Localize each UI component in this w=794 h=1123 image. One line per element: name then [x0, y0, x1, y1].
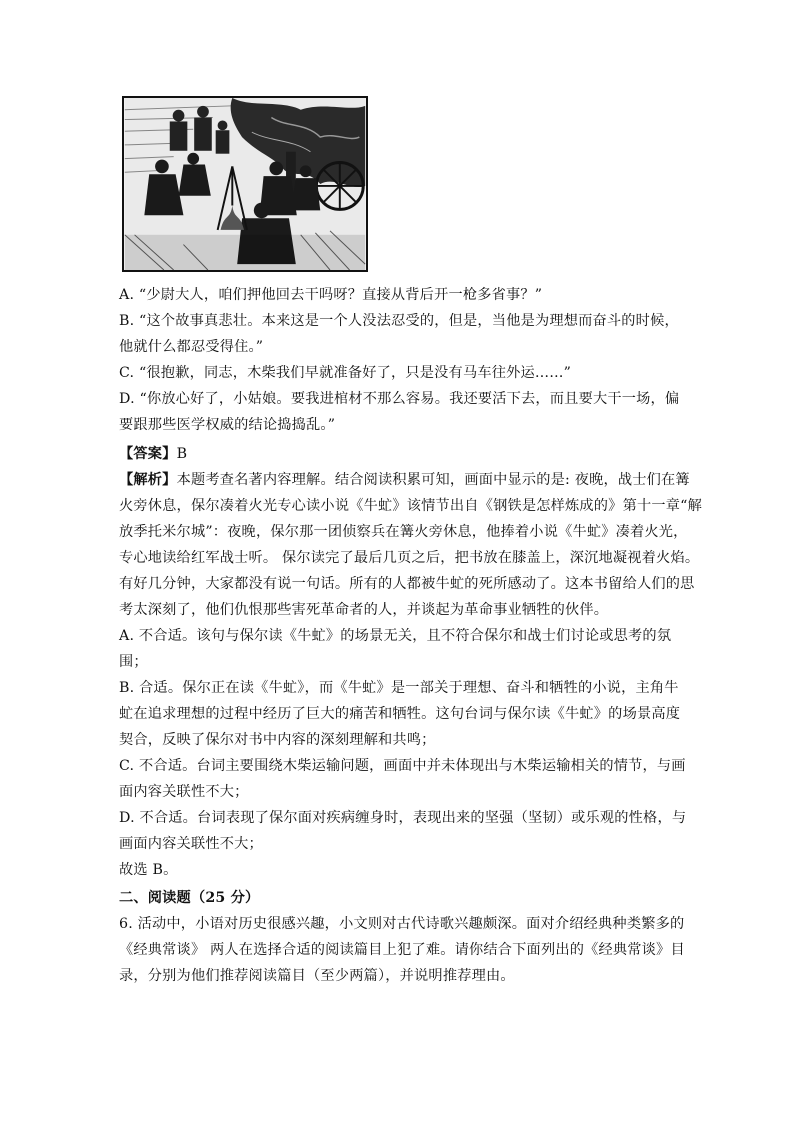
analysis-label: 【解析】 [119, 472, 177, 488]
question-line: 6. 活动中，小语对历史很感兴趣，小文则对古代诗歌兴趣颇深。面对介绍经典种类繁多的 [119, 916, 685, 932]
analysis-line: B. 合适。保尔正在读《牛虻》，而《牛虻》是一部关于理想、奋斗和牺牲的小说，主角牛 [119, 680, 679, 696]
option-b-line-1: B. “这个故事真悲壮。本来这是一个人没法忍受的，但是，当他是为理想而奋斗的时候， [119, 313, 679, 329]
option-b-line-2: 他就什么都忍受得住。” [119, 339, 264, 355]
answer-label: 【答案】 [119, 446, 177, 462]
option-a-line-1: A. “少尉大人，咱们押他回去干吗呀？直接从背后开一枪多省事？” [119, 287, 543, 303]
answer-value: B [176, 446, 188, 462]
analysis-line: 专心地读给红军战士听。 保尔读完了最后几页之后，把书放在膝盖上，深沉地凝视着火焰。 [119, 550, 700, 566]
question-line: 《经典常谈》 两人在选择合适的阅读篇目上犯了难。请你结合下面列出的《经典常谈》目 [119, 942, 685, 958]
analysis-line: 火旁休息，保尔凑着火光专心读小说《牛虻》该情节出自《钢铁是怎样炼成的》第十一章“解 [119, 498, 702, 514]
answer-line [119, 441, 679, 467]
analysis-line: 画面内容关联性不大； [119, 836, 263, 852]
analysis-line: 契合，反映了保尔对书中内容的深刻理解和共鸣； [119, 732, 436, 748]
analysis-line: 考太深刻了，他们仇恨那些害死革命者的人，并谈起为革命事业牺牲的伙伴。 [119, 602, 609, 618]
question-line: 录，分别为他们推荐阅读篇目（至少两篇），并说明推荐理由。 [119, 968, 515, 984]
analysis-line: A. 不合适。该句与保尔读《牛虻》的场景无关，且不符合保尔和战士们讨论或思考的氛 [119, 628, 672, 644]
analysis-line: 有好几分钟，大家都没有说一句话。所有的人都被牛虻的死所感动了。这本书留给人们的思 [119, 576, 695, 592]
analysis-text: 本题考查名著内容理解。结合阅读积累可知，画面中显示的是: 夜晚，战士们在篝 [176, 472, 690, 488]
answer-options [119, 282, 679, 438]
option-d-line-1: D. “你放心好了，小姑娘。要我进棺材不那么容易。我还要活下去，而且要大干一场，偏 [119, 391, 680, 407]
option-c-line-1: C. “很抱歉，同志，木柴我们早就准备好了，只是没有马车往外运……” [119, 365, 572, 381]
analysis-line: D. 不合适。台词表现了保尔面对疾病缠身时，表现出来的坚强（坚韧）或乐观的性格，与 [119, 810, 687, 826]
analysis-line: 面内容关联性不大； [119, 784, 249, 800]
campfire-scene-icon [124, 98, 366, 270]
document-page [119, 96, 702, 989]
section-title: 二、阅读题（25 分） [119, 890, 260, 906]
analysis-line [119, 467, 690, 493]
analysis-line: C. 不合适。台词主要围绕木柴运输问题，画面中并未体现出与木柴运输相关的情节，与画 [119, 758, 686, 774]
analysis-line: 故选 B。 [119, 862, 178, 878]
analysis-line: 围； [119, 654, 148, 670]
analysis-line: 放季托米尔城”：夜晚，保尔那一团侦察兵在篝火旁休息，他捧着小说《牛虻》凑着火光， [119, 524, 688, 540]
campfire-illustration [122, 96, 368, 272]
analysis-line: 虻在追求理想的过程中经历了巨大的痛苦和牺牲。这句台词与保尔读《牛虻》的场景高度 [119, 706, 681, 722]
analysis-block [119, 467, 702, 883]
option-d-line-2: 要跟那些医学权威的结论捣捣乱。” [119, 417, 336, 433]
question-6 [119, 911, 685, 989]
